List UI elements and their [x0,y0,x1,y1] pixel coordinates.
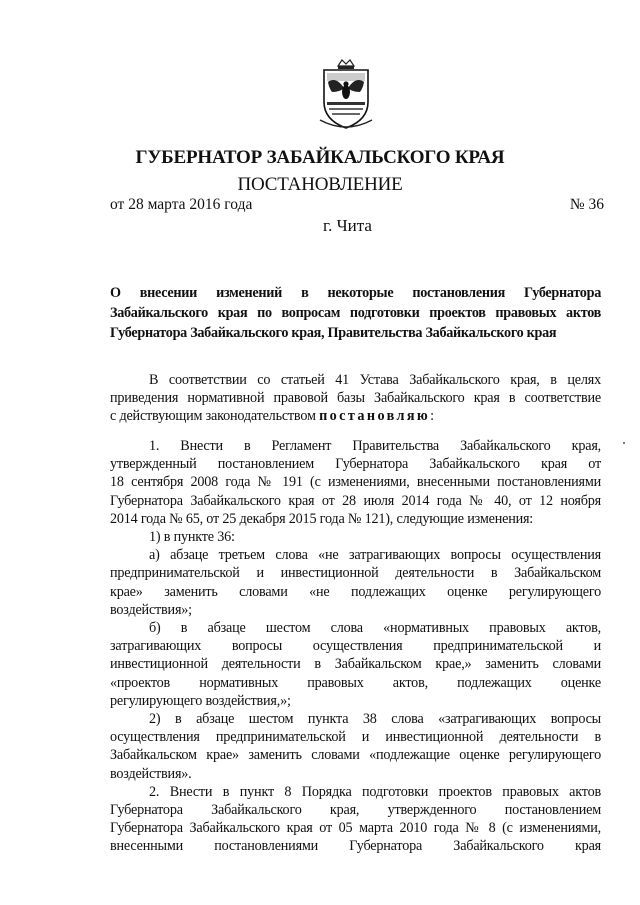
body-line: утвержденный постановлением Губернатора Забайкальского края от [110,456,601,473]
body-line: 1) в пункте 36: [149,529,235,546]
keyword-suffix: : [430,408,434,425]
body-line: регулирующего воздействия,»; [110,692,291,709]
body-line: Губернатора Забайкальского края от 28 июля 2014 года № 40, от 12 ноября [110,492,601,509]
heading-line: Губернатора Забайкальского края, Правительства Забайкальского края [110,325,557,341]
body-line: Забайкальском крае» заменить словами «подлежащие оценке регулирующего [110,747,601,764]
document-date: от 28 марта 2016 года [110,196,253,213]
body-line: осуществления предпринимательской и инвестиционной деятельности в [110,729,601,746]
body-line: а) абзаце третьем слова «не затрагивающих вопросы осуществления [149,547,601,564]
body-line: воздействия»; [110,601,192,618]
body-line: б) в абзаце шестом слова «нормативных правовых актов, [149,620,601,637]
preamble-paragraph [110,371,601,426]
body-line: Губернатора Забайкальского края от 05 марта 2010 года № 8 (с изменениями, [110,820,601,837]
document-number: № 36 [569,196,604,213]
coat-of-arms-icon [316,58,376,132]
body-line: 18 сентября 2008 года № 191 (с изменениями, внесенными постановлениями [110,474,601,491]
body-line: предпринимательской и инвестиционной деятельности в Забайкальском [110,565,601,582]
body-line: 1. Внести в Регламент Правительства Забайкальского края, [149,438,601,454]
body-line: приведения нормативной правовой базы Забайкальского края в соответствие [110,390,601,407]
document-city: г. Чита [323,216,372,235]
body-line: инвестиционной деятельности в Забайкальском крае,» заменить словами [110,656,601,673]
date-number-row [110,196,604,214]
body-line: 2) в абзаце шестом пункта 38 слова «затрагивающих вопросы [149,711,601,728]
body-line: воздействия». [110,765,192,782]
body-line: В соответствии со статьей 41 Устава Забайкальского края, в целях [149,372,601,388]
document-type: ПОСТАНОВЛЕНИЕ [237,174,403,195]
document-title: ГУБЕРНАТОР ЗАБАЙКАЛЬСКОГО КРАЯ [135,147,505,168]
body-line: внесенными постановлениями Губернатора Забайкальского края [110,838,601,855]
preamble-text: с действующим законодательством [110,408,320,425]
document-heading [110,283,601,343]
heading-line: Забайкальского края по вопросам подготовки проектов правовых актов [110,305,601,321]
preamble-last-line [110,407,601,425]
resolution-body [110,437,601,856]
body-line: затрагивающих вопросы осуществления предпринимательской и [110,638,601,655]
body-line: 2014 года № 65, от 25 декабря 2015 года № 121), следующие изменения: [110,510,534,527]
body-line: крае» заменить словами «не подлежащих оценке регулирующего [110,583,601,600]
body-line: Губернатора Забайкальского края, утвержденного постановлением [110,802,601,819]
resolution-keyword: постановляю [319,408,431,425]
body-line: 2. Внести в пункт 8 Порядка подготовки проектов правовых актов [149,783,601,800]
heading-line: О внесении изменений в некоторые постановления Губернатора [110,285,601,301]
scan-artifact [623,442,625,444]
body-line: «проектов нормативных правовых актов, подлежащих оценке [110,674,601,691]
